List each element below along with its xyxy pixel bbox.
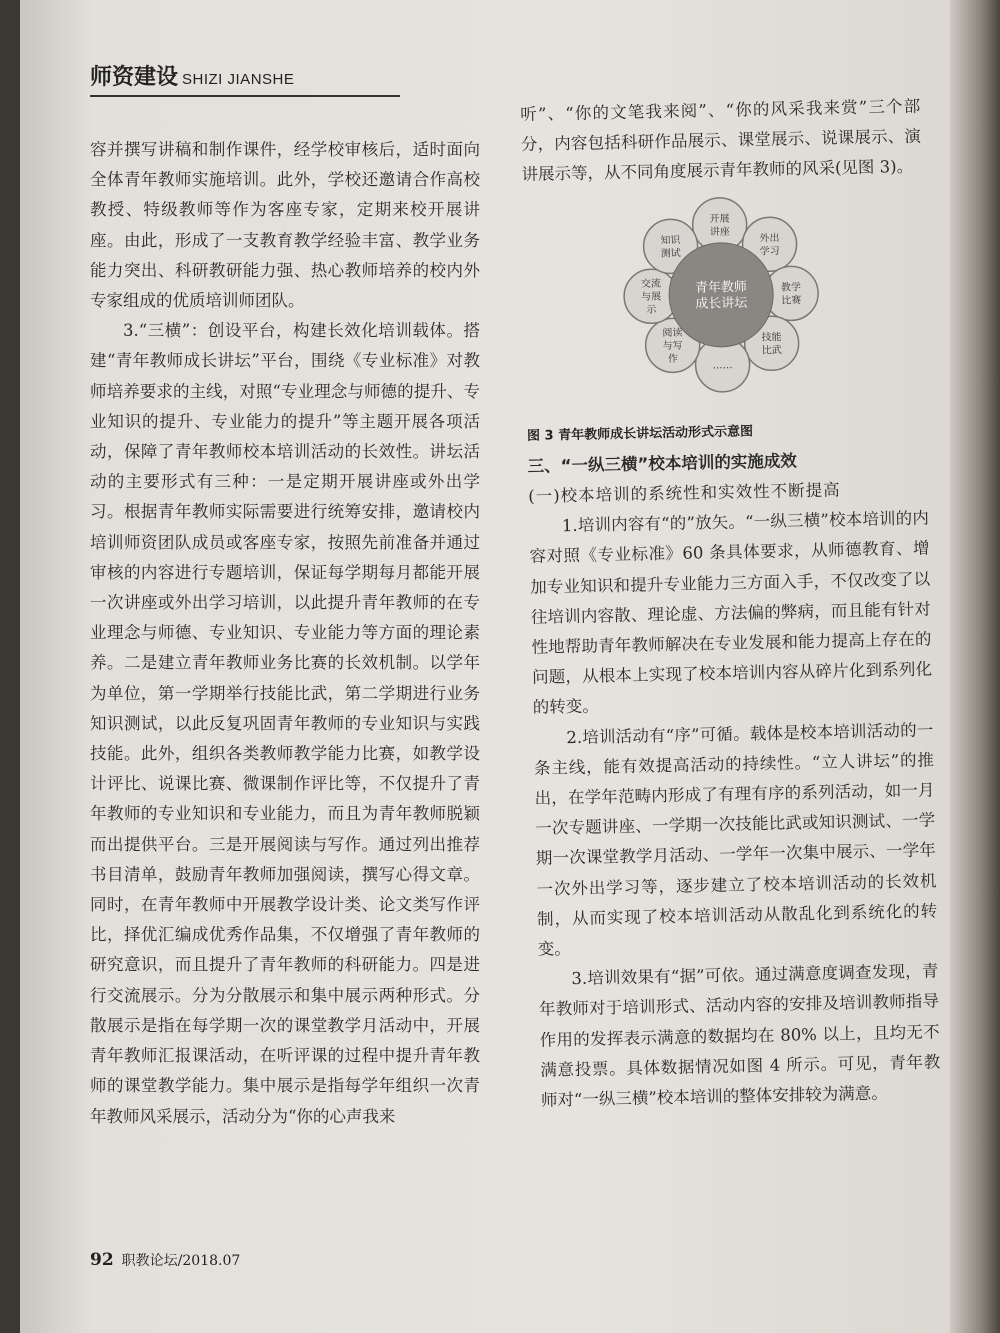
diagram-node-label-5-line-2: 作 (667, 353, 679, 365)
result-paragraph-3: 3.培训效果有“据”可依。通过满意度调查发现，青年教师对于培训形式、活动内容的安排及培训教师指导作用的发挥表示满意的数据均在 80% 以上，且均无不满意投票。具体数据情况如图 4 所示。可见，青年教师对“一纵三横”校本培训的整体安排较为满意。 (538, 961, 941, 1110)
page-edge (950, 0, 1000, 1333)
diagram-node-label-6-line-2: 示 (646, 304, 657, 316)
figure-caption: 图 3 青年教师成长讲坛活动形式示意图 (526, 423, 754, 444)
left-paragraph-1: 容并撰写讲稿和制作课件，经学校审核后，适时面向全体青年教师实施培训。此外，学校还邀请合作高校教授、特级教师等作为客座专家，定期来校开展讲座。由此，形成了一支教育教学经验丰富、教学业务能力突出、科研教研能力强、热心教师培养的校内外专家组成的优质培训师团队。 (90, 140, 480, 311)
diagram-node-label-0-line-1: 讲座 (709, 226, 730, 238)
diagram-node-label-1-line-0: 外出 (759, 232, 780, 245)
page (20, 0, 950, 1333)
diagram-node-label-3-line-1: 比武 (761, 344, 782, 357)
diagram-node-label-5-line-1: 与写 (662, 340, 683, 352)
diagram-node-label-0-line-0: 开展 (709, 213, 730, 225)
diagram-center-label-line-1: 成长讲坛 (695, 295, 748, 312)
diagram-node-label-7-line-0: 知识 (660, 234, 681, 247)
header-title-en: SHIZI JIANSHE (182, 71, 295, 88)
right-paragraph-top: 听”、“你的文笔我来阅”、“你的风采我来赏”三个部分，内容包括科研作品展示、课堂展示、说课展示、演讲展示等，从不同角度展示青年教师的风采(见图 3)。 (520, 96, 922, 185)
result-paragraph-2: 2.培训活动有“序”可循。载体是校本培训活动的一条主线，能有效提高活动的持续性。“立人讲坛”的推出，在学年范畴内形成了有理有序的系列活动，如一月一次专题讲座、一学期一次技能比武或知识测试、一学期一次课堂教学月活动、一学年一次集中展示、一学年一次外出学习等，逐步建立了校本培训活动的长效机制，从而实现了校本培训活动从散乱化到系统化的转变。 (533, 720, 938, 959)
diagram-node-label-2-line-1: 比赛 (781, 294, 802, 307)
result-paragraph-1: 1.培训内容有“的”放矢。“一纵三横”校本培训的内容对照《专业标准》60 条具体要求，从师德教育、增加专业知识和提升专业能力三方面入手，不仅改变了以往培训内容散、理论虚、方法偏的弊病，而且能有针对性地帮助青年教师解决在专业发展和能力提高上存在的问题，从根本上实现了校本培训内容从碎片化到系列化的转变。 (529, 508, 933, 718)
diagram-node-label-5-line-0: 阅读 (662, 327, 683, 339)
header-title-cn: 师资建设 (90, 65, 179, 90)
diagram-node-label-1-line-1: 学习 (759, 245, 780, 258)
diagram-node-label-4-line-0: …… (712, 359, 733, 372)
diagram-node-label-6-line-0: 交流 (640, 278, 661, 290)
journal-issue: 职教论坛/2018.07 (121, 1253, 241, 1269)
figure-3 (522, 188, 927, 421)
diagram-center-label-line-0: 青年教师 (694, 279, 748, 296)
diagram-node-label-6-line-1: 与展 (641, 291, 662, 303)
section-title: 三、“一纵三横”校本培训的实施成效 (527, 451, 798, 476)
diagram-node-label-3-line-0: 技能 (761, 331, 782, 344)
page-number: 92 (90, 1250, 114, 1270)
diagram-node-label-7-line-1: 测试 (660, 247, 681, 260)
growth-forum-diagram (617, 190, 826, 399)
running-header (90, 60, 400, 97)
left-column (90, 135, 480, 1132)
subsection-title: (一)校本培训的系统性和实效性不断提高 (528, 480, 841, 506)
page-footer (90, 1250, 240, 1270)
left-paragraph-2: 3.“三横”：创设平台，构建长效化培训载体。搭建“青年教师成长讲坛”平台，围绕《专业标准》对教师培养要求的主线，对照“专业理念与师德的提升、专业知识的提升、专业能力的提升”等主题开展各项活动，保障了青年教师校本培训活动的长效性。讲坛活动的主要形式有三种：一是定期开展讲座或外出学习。根据青年教师实际需要进行统筹安排，邀请校内培训师资团队成员或客座专家，按照先前准备并通过审核的内容进行专题培训，保证每学期每月都能开展一次讲座或外出学习培训，以此提升青年教师的在专业理念与师德、专业知识、专业能力等方面的理论素养。二是建立青年教师业务比赛的长效机制。以学年为单位，第一学期举行技能比武，第二学期进行业务知识测试，以此反复巩固青年教师的专业知识与实践技能。此外，组织各类教师教学能力比赛，如教学设计评比、说课比赛、微课制作评比等，不仅提升了青年教师的专业知识和专业能力，而且为青年教师脱颖而出提供平台。三是开展阅读与写作。通过列出推荐书目清单，鼓励青年教师加强阅读，撰写心得文章。同时，在青年教师中开展教学设计类、论文类写作评比，择优汇编成优秀作品集，不仅增强了青年教师的研究意识，而且提升了青年教师的科研能力。四是进行交流展示。分为分散展示和集中展示两种形式。分散展示是指在每学期一次的课堂教学月活动中，开展青年教师汇报课活动，在听评课的过程中提升青年教师的课堂教学能力。集中展示是指每学年组织一次青年教师风采展示，活动分为“你的心声我来 (90, 321, 480, 1126)
diagram-node-label-2-line-0: 教学 (780, 281, 802, 294)
right-column (520, 92, 941, 1116)
